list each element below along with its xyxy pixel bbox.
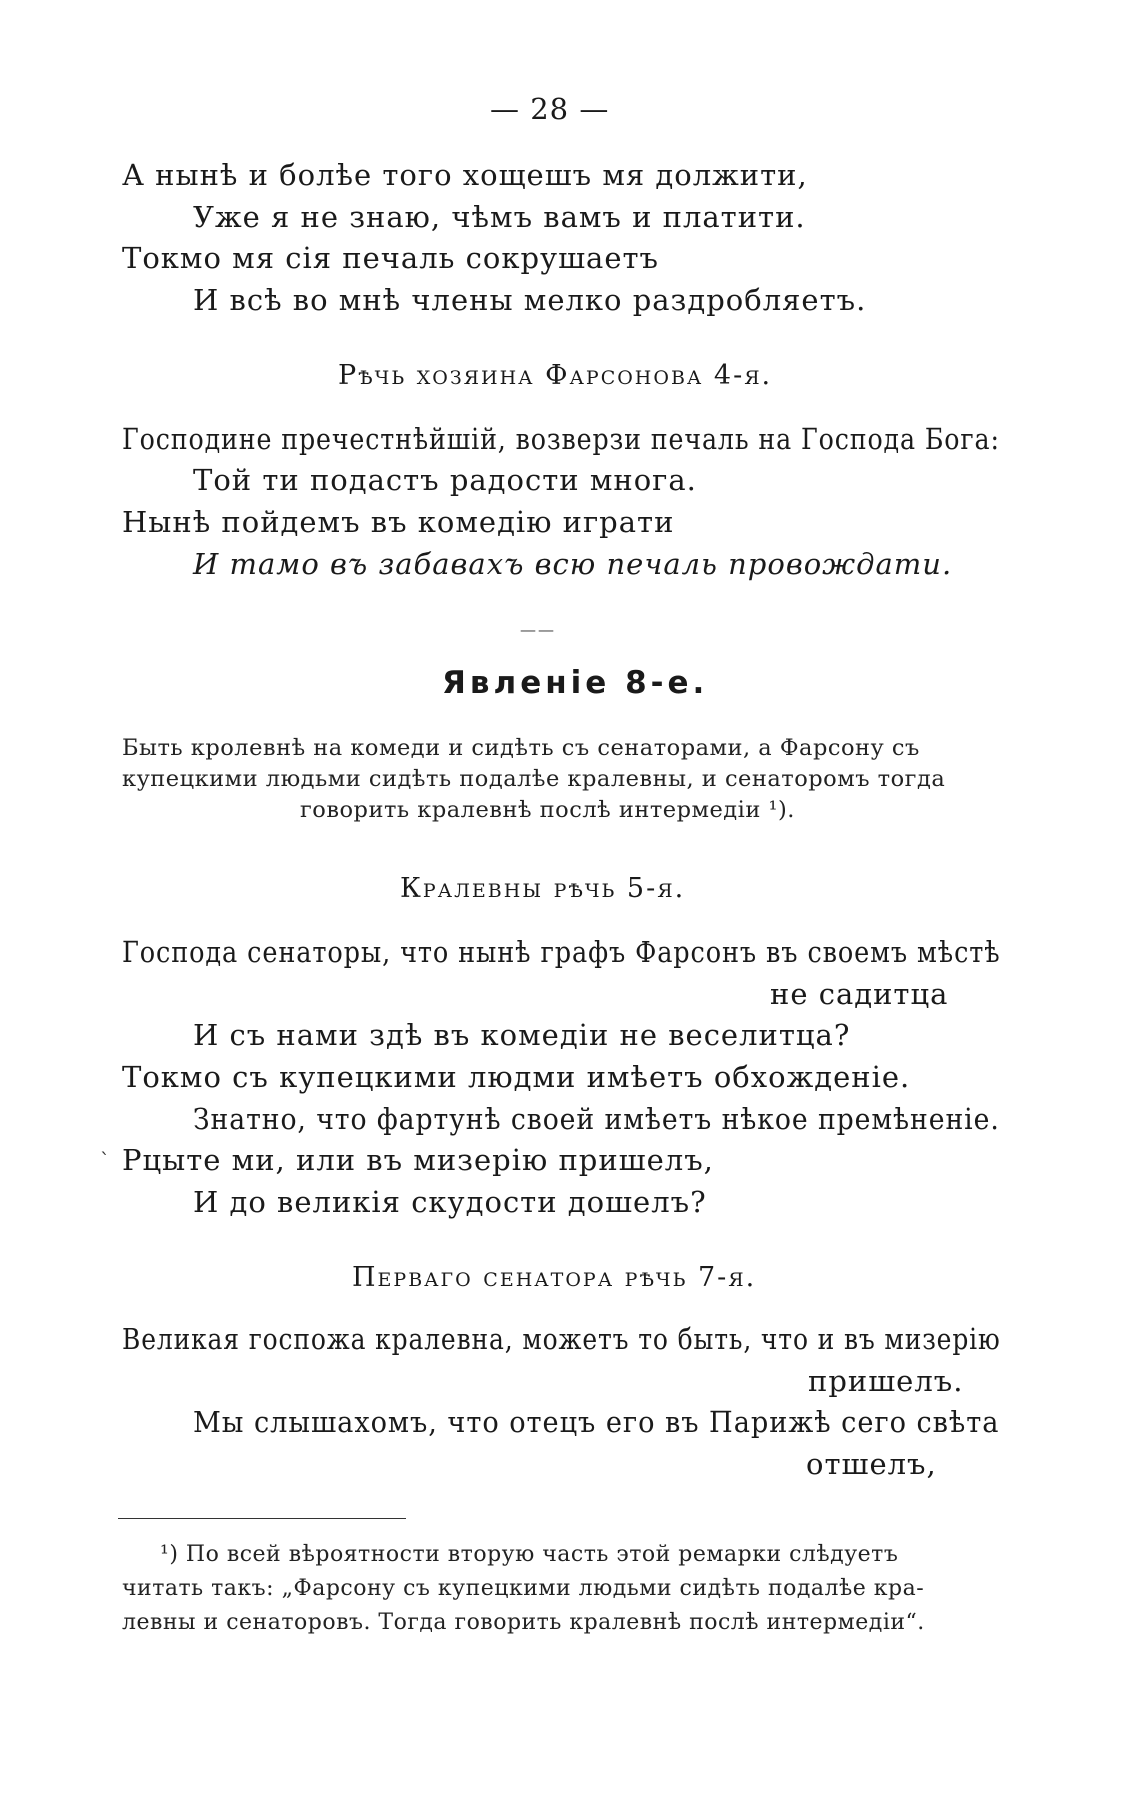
verse-line: Токмо мя сія печаль сокрушаетъ — [122, 241, 660, 275]
verse-line: пришелъ. — [808, 1364, 964, 1398]
act-title: Явленіе 8-е. — [442, 665, 709, 701]
footnote-line: левны и сенаторовъ. Тогда говорить кралевнѣ послѣ интермедіи“. — [122, 1610, 925, 1635]
footnote-rule — [118, 1518, 406, 1519]
verse-line: Уже я не знаю, чѣмъ вамъ и платити. — [193, 200, 806, 234]
stage-direction-line: купецкими людьми сидѣть подалѣе кралевны, и сенаторомъ тогда — [122, 766, 946, 792]
verse-line: не садитца — [770, 977, 949, 1011]
stage-direction-line: Быть кролевнѣ на комеди и сидѣть съ сенаторами, а Фарсону съ — [122, 735, 920, 761]
verse-line: И съ нами здѣ въ комедіи не веселитца? — [193, 1018, 851, 1052]
speaker-heading: Кралевны рѣчь 5-я. — [400, 873, 686, 904]
verse-line: И до великія скудости дошелъ? — [193, 1185, 707, 1219]
section-separator: —— — [520, 620, 556, 639]
verse-line: И тамо въ забавахъ всю печаль провождати. — [193, 547, 953, 581]
verse-line: И всѣ во мнѣ члены мелко раздробляетъ. — [193, 283, 867, 317]
verse-line: Той ти подастъ радости многа. — [193, 463, 697, 497]
verse-line: Нынѣ пойдемъ въ комедію играти — [122, 505, 675, 539]
verse-line: А нынѣ и болѣе того хощешъ мя должити, — [122, 158, 808, 192]
verse-line: Господа сенаторы, что нынѣ графъ Фарсонъ въ своемъ мѣстѣ — [122, 935, 1001, 969]
speaker-heading: Перваго сенатора рѣчь 7-я. — [352, 1262, 757, 1293]
stage-direction-line: говорить кралевнѣ послѣ интермедіи ¹). — [300, 797, 795, 823]
verse-line: Мы слышахомъ, что отецъ его въ Парижѣ сего свѣта — [193, 1405, 1000, 1439]
verse-line: Господине пречестнѣйшій, возверзи печаль на Господа Бога: — [122, 422, 1000, 456]
verse-line: Токмо съ купецкими людми имѣетъ обхожденіе. — [122, 1060, 911, 1094]
verse-line: Рцыте ми, или въ мизерію пришелъ, — [122, 1143, 714, 1177]
verse-line: Знатно, что фартунѣ своей имѣетъ нѣкое премѣненіе. — [193, 1102, 1000, 1136]
verse-line: отшелъ, — [806, 1447, 937, 1481]
speaker-heading: Рѣчь хозяина Фарсонова 4-я. — [338, 360, 773, 391]
verse-line: Великая госпожа кралевна, можетъ то быть, что и въ мизерію — [122, 1322, 1001, 1356]
footnote-line: читать такъ: „Фарсону съ купецкими людьми сидѣть подалѣе кра- — [122, 1576, 925, 1601]
footnote-line: ¹) По всей вѣроятности вторую часть этой ремарки слѣдуетъ — [160, 1542, 899, 1567]
margin-mark: ` — [100, 1148, 110, 1172]
page-number: — 28 — — [490, 92, 610, 126]
